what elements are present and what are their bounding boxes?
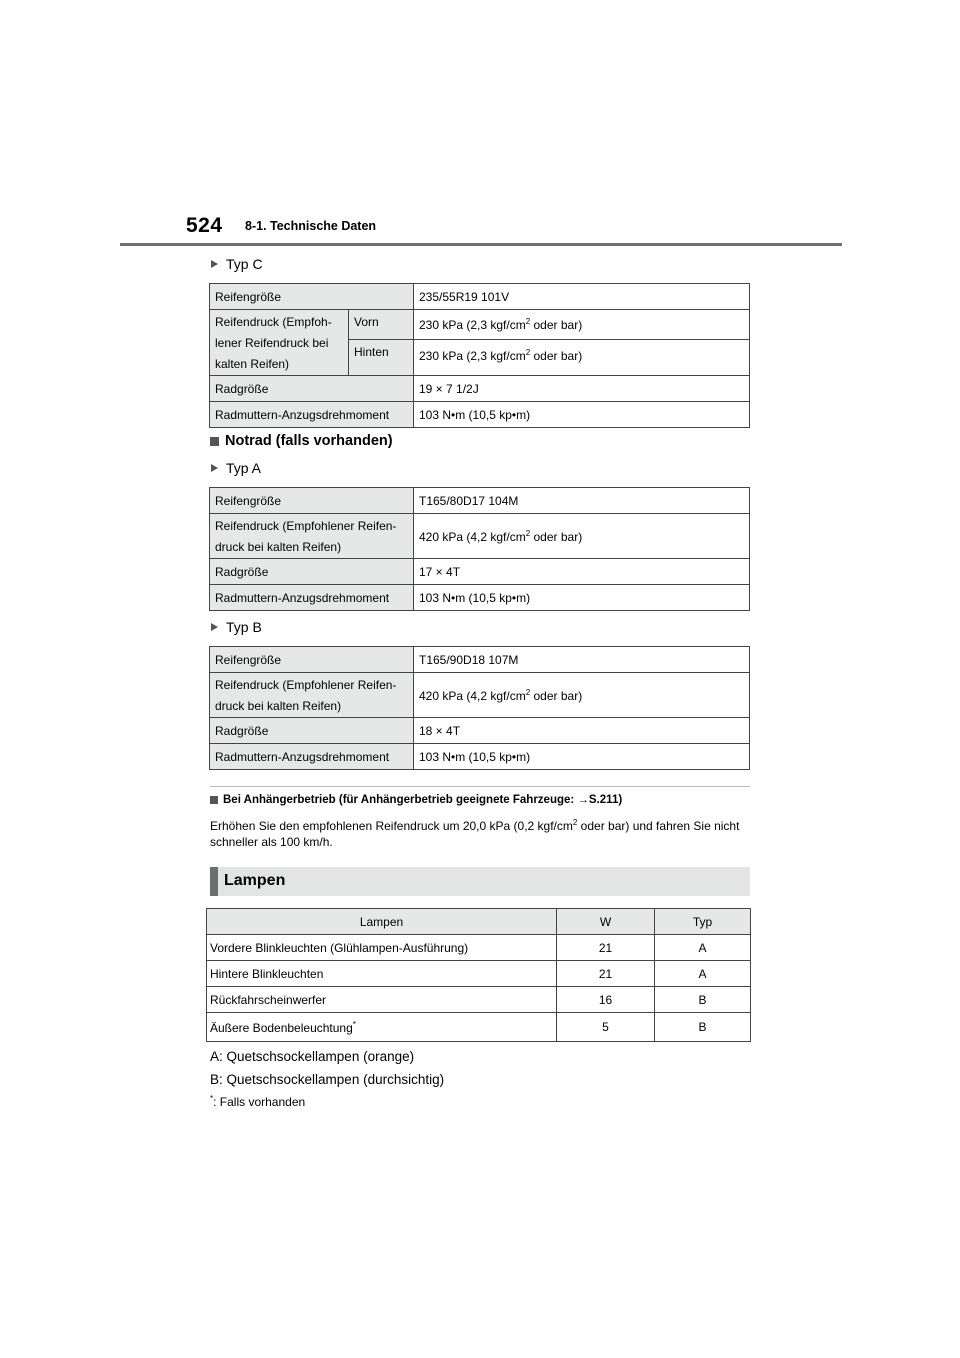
rear-label: Hinten [349,339,414,375]
pressure-label-line: Reifendruck (Empfoh- [215,315,332,329]
section-title: 8-1. Technische Daten [245,219,377,233]
table-header-row [207,909,751,935]
typ-a-heading [211,460,261,476]
lampen-heading-accent [210,867,218,896]
triangle-bullet-icon [211,260,218,268]
lampen-heading: Lampen [224,872,286,889]
triangle-bullet-icon [211,623,218,631]
typ-a-table [209,487,750,611]
lamp-type: A [655,961,751,987]
rear-pressure-value: 230 kPa (2,3 kgf/$cm^2$ oder bar) [414,339,750,375]
wheel-size-label: Radgröße [210,718,414,744]
note-divider [210,786,750,787]
square-bullet-icon [210,437,219,446]
table-row [207,935,751,961]
lamp-name: Rückfahrscheinwerfer [207,987,557,1013]
lamp-type: A [655,935,751,961]
typ-a-label: Typ A [226,460,262,476]
trailer-note-heading [210,794,622,806]
pressure-label [210,514,414,559]
legend-b: B: Quetschsockellampen (durchsichtig) [210,1072,445,1087]
table-row [207,1013,751,1042]
tire-size-value: 235/55R19 101V [414,284,750,310]
wheel-size-label: Radgröße [210,376,414,402]
typ-b-heading [211,619,262,635]
wheel-size-label: Radgröße [210,559,414,585]
legend-a: A: Quetschsockellampen (orange) [210,1049,415,1064]
lamp-watt: 21 [557,935,655,961]
pressure-value: 420 kPa (4,2 kgf/$cm^2$ oder bar) [414,514,750,559]
lamp-name: Vordere Blinkleuchten (Glühlampen-Ausführung) [207,935,557,961]
wheel-size-value: 19 × 7 1/2J [414,376,750,402]
footnote: *: Falls vorhanden [210,1094,306,1109]
pressure-label-line: kalten Reifen) [215,357,290,371]
typ-b-label: Typ B [226,619,262,635]
torque-label: Radmuttern-Anzugsdrehmoment [210,744,414,770]
wheel-size-value: 18 × 4T [414,718,750,744]
lamp-watt: 21 [557,961,655,987]
pressure-label [210,310,349,376]
torque-label: Radmuttern-Anzugsdrehmoment [210,402,414,428]
torque-value: 103 N•m (10,5 kp•m) [414,744,750,770]
square-bullet-icon [210,796,218,804]
torque-value: 103 N•m (10,5 kp•m) [414,402,750,428]
pressure-label-line: druck bei kalten Reifen) [215,699,342,713]
tire-size-value: T165/90D18 107M [414,647,750,673]
table-row [207,987,751,1013]
lamps-table [206,908,751,1042]
lamp-watt: 5 [557,1013,655,1042]
typ-b-table [209,646,750,770]
tire-size-label: Reifengröße [210,488,414,514]
page-number: 524 [186,214,223,237]
front-pressure-value: 230 kPa (2,3 kgf/$cm^2$ oder bar) [414,310,750,340]
lamp-name: Äußere Bodenbeleuchtung* [207,1013,557,1042]
tire-size-label: Reifengröße [210,647,414,673]
wheel-size-value: 17 × 4T [414,559,750,585]
typ-c-heading [211,256,263,272]
trailer-note-body: Erhöhen Sie den empfohlenen Reifendruck um 20,0 kPa (0,2 kgf/$cm^2$ oder bar) und fahren Sie nicht schneller als 100 km/h. [210,818,740,849]
typ-c-table [209,283,750,428]
pressure-label-line: lener Reifendruck bei [215,336,329,350]
spare-tire-heading [210,433,393,449]
lampen-heading-bar [210,867,750,896]
column-header: Typ [655,909,751,935]
pressure-label [210,673,414,718]
column-header: W [557,909,655,935]
lamp-type: B [655,1013,751,1042]
lamp-type: B [655,987,751,1013]
pressure-label-line: Reifendruck (Empfohlener Reifen- [215,678,397,692]
front-label: Vorn [349,310,414,340]
trailer-note-heading-text: Bei Anhängerbetrieb (für Anhängerbetrieb geeignete Fahrzeuge: →S.211) [223,794,623,806]
typ-c-label: Typ C [226,256,263,272]
pressure-label-line: Reifendruck (Empfohlener Reifen- [215,519,397,533]
pressure-value: 420 kPa (4,2 kgf/$cm^2$ oder bar) [414,673,750,718]
triangle-bullet-icon [211,464,218,472]
table-row [207,961,751,987]
header-divider [120,243,842,246]
tire-size-value: T165/80D17 104M [414,488,750,514]
torque-label: Radmuttern-Anzugsdrehmoment [210,585,414,611]
pressure-label-line: druck bei kalten Reifen) [215,540,342,554]
lamp-name: Hintere Blinkleuchten [207,961,557,987]
lamp-watt: 16 [557,987,655,1013]
spare-tire-heading-text: Notrad (falls vorhanden) [225,433,393,449]
column-header: Lampen [207,909,557,935]
tire-size-label: Reifengröße [210,284,414,310]
torque-value: 103 N•m (10,5 kp•m) [414,585,750,611]
